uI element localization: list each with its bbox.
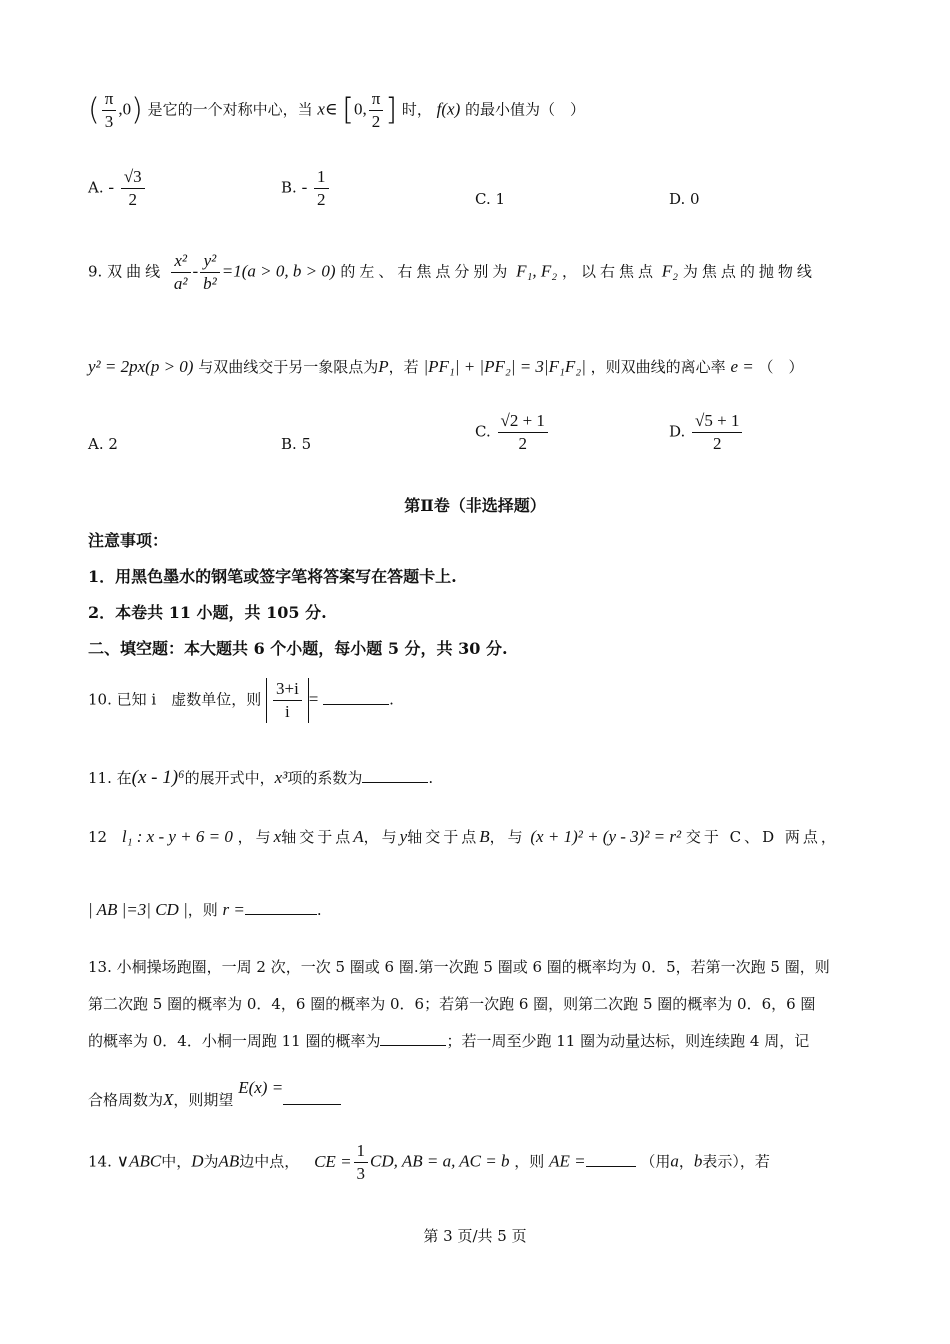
notice-item-2: 2．本卷共 11 小题，共 105 分.: [88, 603, 327, 622]
q11-answer-blank[interactable]: [362, 766, 428, 783]
q9-line1: 9. 双曲线 $\frac{\text{x²}}{\text{a²}}$ - $\frac{\text{y²}}{\text{b²}}$ =1(a > 0, b > 0) 的左、右焦点分别为 F₁, F₂ ，以右焦点 F₂ 为焦点的抛物线: [88, 251, 816, 293]
section-title: 第Ⅱ卷（非选择题）: [404, 496, 546, 515]
q12-line2: | AB |=3| CD |，则 r = .: [88, 900, 322, 919]
notice-item-1: 1．用黑色墨水的钢笔或签字笔将答案写在答题卡上.: [88, 567, 457, 586]
q13-line2: 第二次跑 5 圈的概率为 0．4，6 圈的概率为 0．6；若第一次跑 6 圈，则第二次跑 5 圈的概率为 0．6，6 圈: [88, 995, 816, 1013]
page-footer: 第 3 页/共 5 页: [423, 1227, 527, 1245]
q13-line4: 合格周数为X，则期望 E(x) =: [88, 1088, 341, 1111]
q8-option-b: B. - $\frac{1}{2}$: [281, 166, 331, 211]
q10-answer-blank[interactable]: [323, 688, 389, 705]
q10-line: 10. 已知 i 虚数单位，则 $\frac{3+i}{i}$ = .: [88, 679, 394, 721]
q9-option-a: A. 2: [88, 435, 118, 453]
q9-option-b: B. 5: [281, 435, 312, 453]
q8-option-c: C. 1: [475, 190, 506, 208]
q14-line: 14. ∨ABC中，D为AB边中点， CE = $\frac{1}{3}$ CD, AB = a, AC = b ，则 AE = （用a，b表示），若: [88, 1141, 770, 1183]
notice-heading: 注意事项：: [88, 531, 169, 550]
q8-interval-fraction: $\frac{\pi}{2}$: [369, 88, 384, 133]
q8-option-a: A. - $\frac{√3}{2}$: [88, 166, 147, 211]
q12-line1: 12 l₁ : x - y + 6 = 0 ，与x轴交于点A，与y轴交于点B，与 (x + 1)² + (y - 3)² = r² 交于 C、D 两点，: [88, 827, 839, 846]
q11-line: 11. 在(x - 1)⁶的展开式中，x³项的系数为 .: [88, 767, 434, 788]
q9-option-c: C. $\frac{√2 + 1}{2}$: [475, 410, 550, 455]
q12-answer-blank[interactable]: [245, 898, 317, 915]
q8-option-d: D. 0: [669, 190, 700, 208]
q8-line: ( $\frac{\pi}{3}$ ,0) 是它的一个对称中心，当 x∈ [0, $\frac{\pi}{2}$ ] 时， f(x) 的最小值为（ ）: [88, 89, 586, 131]
part-two-heading: 二、填空题：本大题共 6 个小题，每小题 5 分，共 30 分.: [88, 639, 508, 658]
q9-line2: y² = 2px(p > 0) 与双曲线交于另一象限点为P，若 |PF₁| + |PF₂| = 3|F₁F₂| ，则双曲线的离心率 e = （ ）: [88, 357, 804, 376]
q13-answer-blank-2[interactable]: [283, 1088, 341, 1105]
q13-line1: 13. 小桐操场跑圈，一周 2 次，一次 5 圈或 6 圈.第一次跑 5 圈或 6 圈的概率均为 0．5，若第一次跑 5 圈，则: [88, 958, 830, 976]
q8-point-fraction: $\frac{\pi}{3}$: [102, 88, 117, 133]
q13-answer-blank-1[interactable]: [380, 1029, 446, 1046]
q9-option-d: D. $\frac{√5 + 1}{2}$: [669, 410, 744, 455]
q13-line3: 的概率为 0．4．小桐一周跑 11 圈的概率为 ；若一周至少跑 11 圈为动量达标，则连续跑 4 周，记: [88, 1029, 809, 1052]
q14-answer-blank[interactable]: [586, 1150, 636, 1167]
